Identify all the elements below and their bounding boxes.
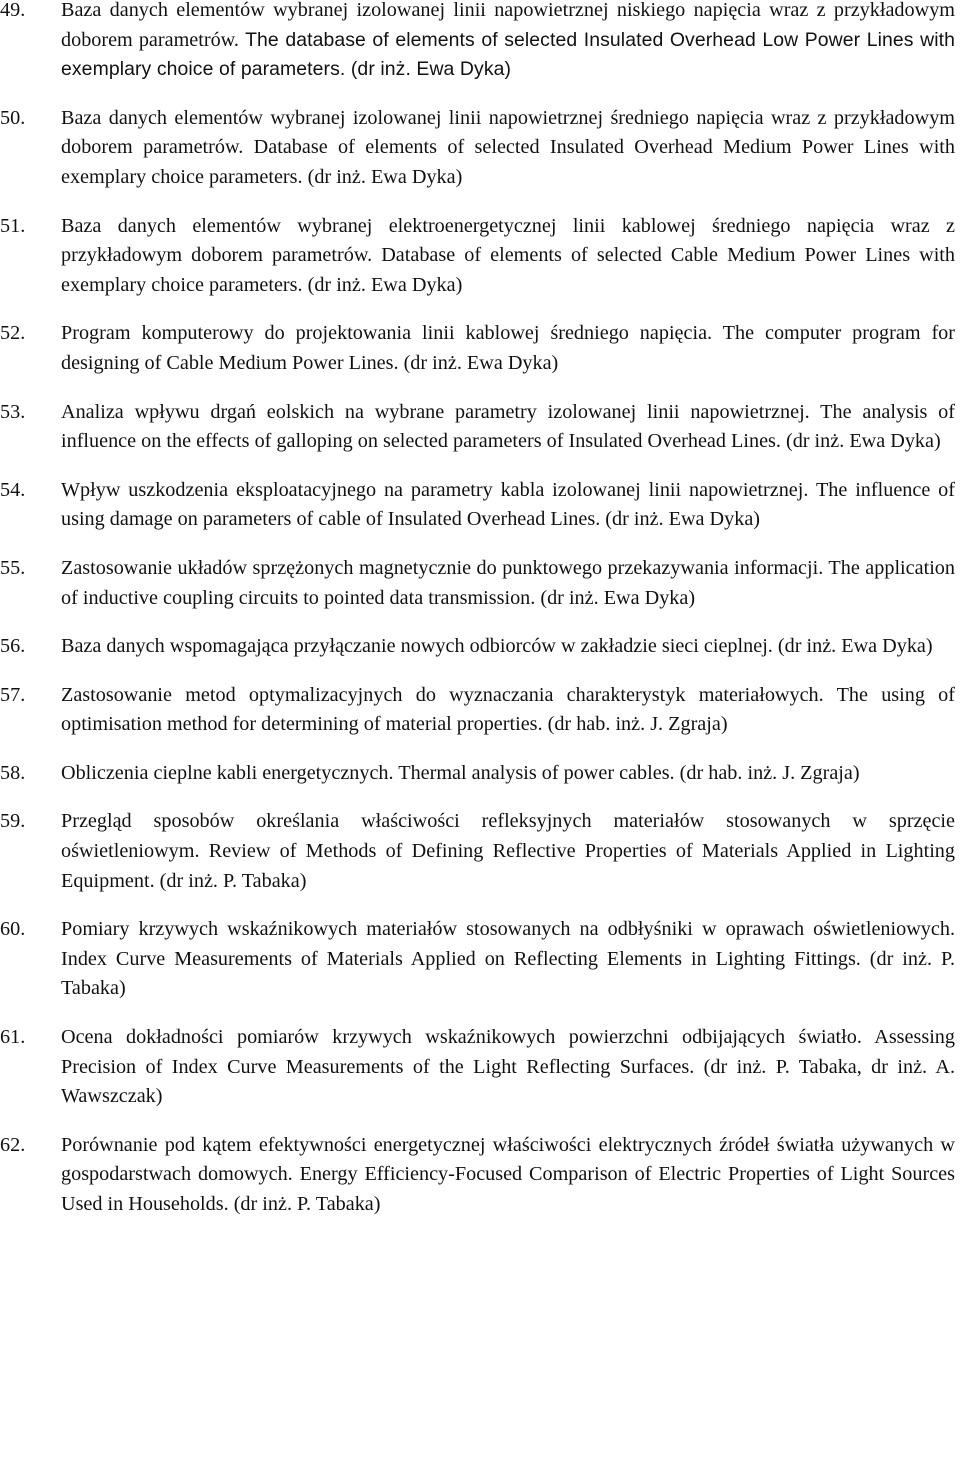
- item-text: [61, 476, 955, 535]
- list-item: [0, 915, 960, 1004]
- item-text: [61, 915, 955, 1004]
- item-number: 50.: [0, 106, 26, 129]
- item-number: 53.: [0, 400, 26, 423]
- item-number: 61.: [0, 1026, 26, 1049]
- polish-title: Porównanie pod kątem efektywności energetycznej właściwości elektrycznych źródeł światła używanych w gospodarstwach domowych.: [61, 1133, 955, 1186]
- item-text: [61, 104, 955, 193]
- polish-title: Przegląd sposobów określania właściwości refleksyjnych materiałów stosowanych w sprzęcie oświetleniowym.: [61, 810, 955, 863]
- item-text: [61, 319, 955, 378]
- english-title: Thermal analysis of power cables. (dr hab. inż. J. Zgraja): [398, 761, 860, 784]
- list-item: [0, 554, 960, 613]
- item-text: [61, 212, 955, 301]
- item-number: 51.: [0, 214, 26, 237]
- polish-title: Wpływ uszkodzenia eksploatacyjnego na parametry kabla izolowanej linii napowietrznej.: [61, 478, 809, 501]
- item-number: 59.: [0, 810, 26, 833]
- list-item: [0, 807, 960, 896]
- item-number: 55.: [0, 556, 26, 579]
- item-text: [61, 632, 955, 662]
- list-item: [0, 632, 960, 662]
- polish-title: Baza danych elementów wybranej izolowanej linii napowietrznej niskiego napięcia wraz z przykładowym doborem parametrów.: [61, 0, 955, 51]
- list-item: [0, 759, 960, 789]
- english-title: (dr inż. Ewa Dyka): [777, 635, 933, 658]
- item-text: [61, 398, 955, 457]
- list-item: [0, 0, 960, 85]
- english-title: Index Curve Measurements of Materials Applied on Reflecting Elements in Lighting Fittings. (dr inż. P. Tabaka): [61, 947, 955, 1000]
- list-item: [0, 1131, 960, 1220]
- polish-title: Obliczenia cieplne kabli energetycznych.: [61, 761, 394, 784]
- polish-title: Program komputerowy do projektowania linii kablowej średniego napięcia.: [61, 322, 713, 345]
- english-title: Database of elements of selected Cable Medium Power Lines with exemplary choice parameters. (dr inż. Ewa Dyka): [61, 244, 956, 296]
- english-title: The computer program for designing of Cable Medium Power Lines. (dr inż. Ewa Dyka): [61, 322, 955, 374]
- item-number: 60.: [0, 918, 26, 941]
- english-title: The database of elements of selected Insulated Overhead Low Power Lines with exemplary choice of parameters. (dr inż. Ewa Dyka): [61, 28, 955, 81]
- english-title: Assessing Precision of Index Curve Measurements of the Light Reflecting Surfaces. (dr inż. P. Tabaka, dr inż. A. Wawszczak): [61, 1026, 955, 1108]
- item-text: [61, 807, 955, 896]
- item-number: 49.: [0, 0, 26, 21]
- item-number: 52.: [0, 322, 26, 345]
- item-text: [61, 1023, 955, 1112]
- english-title: The application of inductive coupling circuits to pointed data transmission. (dr inż. Ewa Dyka): [61, 556, 955, 609]
- item-number: 58.: [0, 761, 26, 784]
- item-number: 54.: [0, 478, 26, 501]
- english-title: The analysis of influence on the effects of galloping on selected parameters of Insulated Overhead Lines. (dr inż. Ewa Dyka): [61, 400, 956, 453]
- list-item: [0, 104, 960, 193]
- item-text: [61, 681, 955, 740]
- item-text: [61, 0, 955, 85]
- item-text: [61, 1131, 955, 1220]
- polish-title: Zastosowanie układów sprzężonych magnetycznie do punktowego przekazywania informacji.: [61, 556, 824, 579]
- list-item: [0, 1023, 960, 1112]
- item-text: [61, 554, 955, 613]
- polish-title: Zastosowanie metod optymalizacyjnych do wyznaczania charakterystyk materiałowych.: [61, 683, 824, 706]
- english-title: Database of elements of selected Insulated Overhead Medium Power Lines with exemplary choice parameters. (dr inż. Ewa Dyka): [61, 136, 956, 188]
- list-item: [0, 398, 960, 457]
- list-item: [0, 476, 960, 535]
- polish-title: Baza danych wspomagająca przyłączanie nowych odbiorców w zakładzie sieci cieplnej.: [61, 635, 773, 658]
- polish-title: Baza danych elementów wybranej elektroenergetycznej linii kablowej średniego napięcia wraz z przykładowym doborem parametrów.: [61, 214, 955, 267]
- english-title: The influence of using damage on parameters of cable of Insulated Overhead Lines. (dr inż. Ewa Dyka): [61, 478, 955, 531]
- list-item: [0, 212, 960, 301]
- english-title: The using of optimisation method for determining of material properties. (dr hab. inż. J. Zgraja): [61, 683, 955, 736]
- polish-title: Pomiary krzywych wskaźnikowych materiałów stosowanych na odbłyśniki w oprawach oświetleniowych.: [61, 918, 955, 941]
- polish-title: Baza danych elementów wybranej izolowanej linii napowietrznej średniego napięcia wraz z przykładowym doborem parametrów.: [61, 106, 955, 159]
- list-item: [0, 681, 960, 740]
- english-title: Review of Methods of Defining Reflective Properties of Materials Applied in Lighting Equipment. (dr inż. P. Tabaka): [61, 840, 955, 892]
- english-title: Energy Efficiency-Focused Comparison of Electric Properties of Light Sources Used in Households. (dr inż. P. Tabaka): [61, 1163, 955, 1215]
- item-number: 57.: [0, 683, 26, 706]
- polish-title: Analiza wpływu drgań eolskich na wybrane parametry izolowanej linii napowietrznej.: [61, 400, 810, 423]
- item-text: [61, 759, 955, 789]
- item-number: 56.: [0, 635, 26, 658]
- item-number: 62.: [0, 1133, 26, 1156]
- polish-title: Ocena dokładności pomiarów krzywych wskaźnikowych powierzchni odbijających światło.: [61, 1026, 862, 1049]
- list-item: [0, 319, 960, 378]
